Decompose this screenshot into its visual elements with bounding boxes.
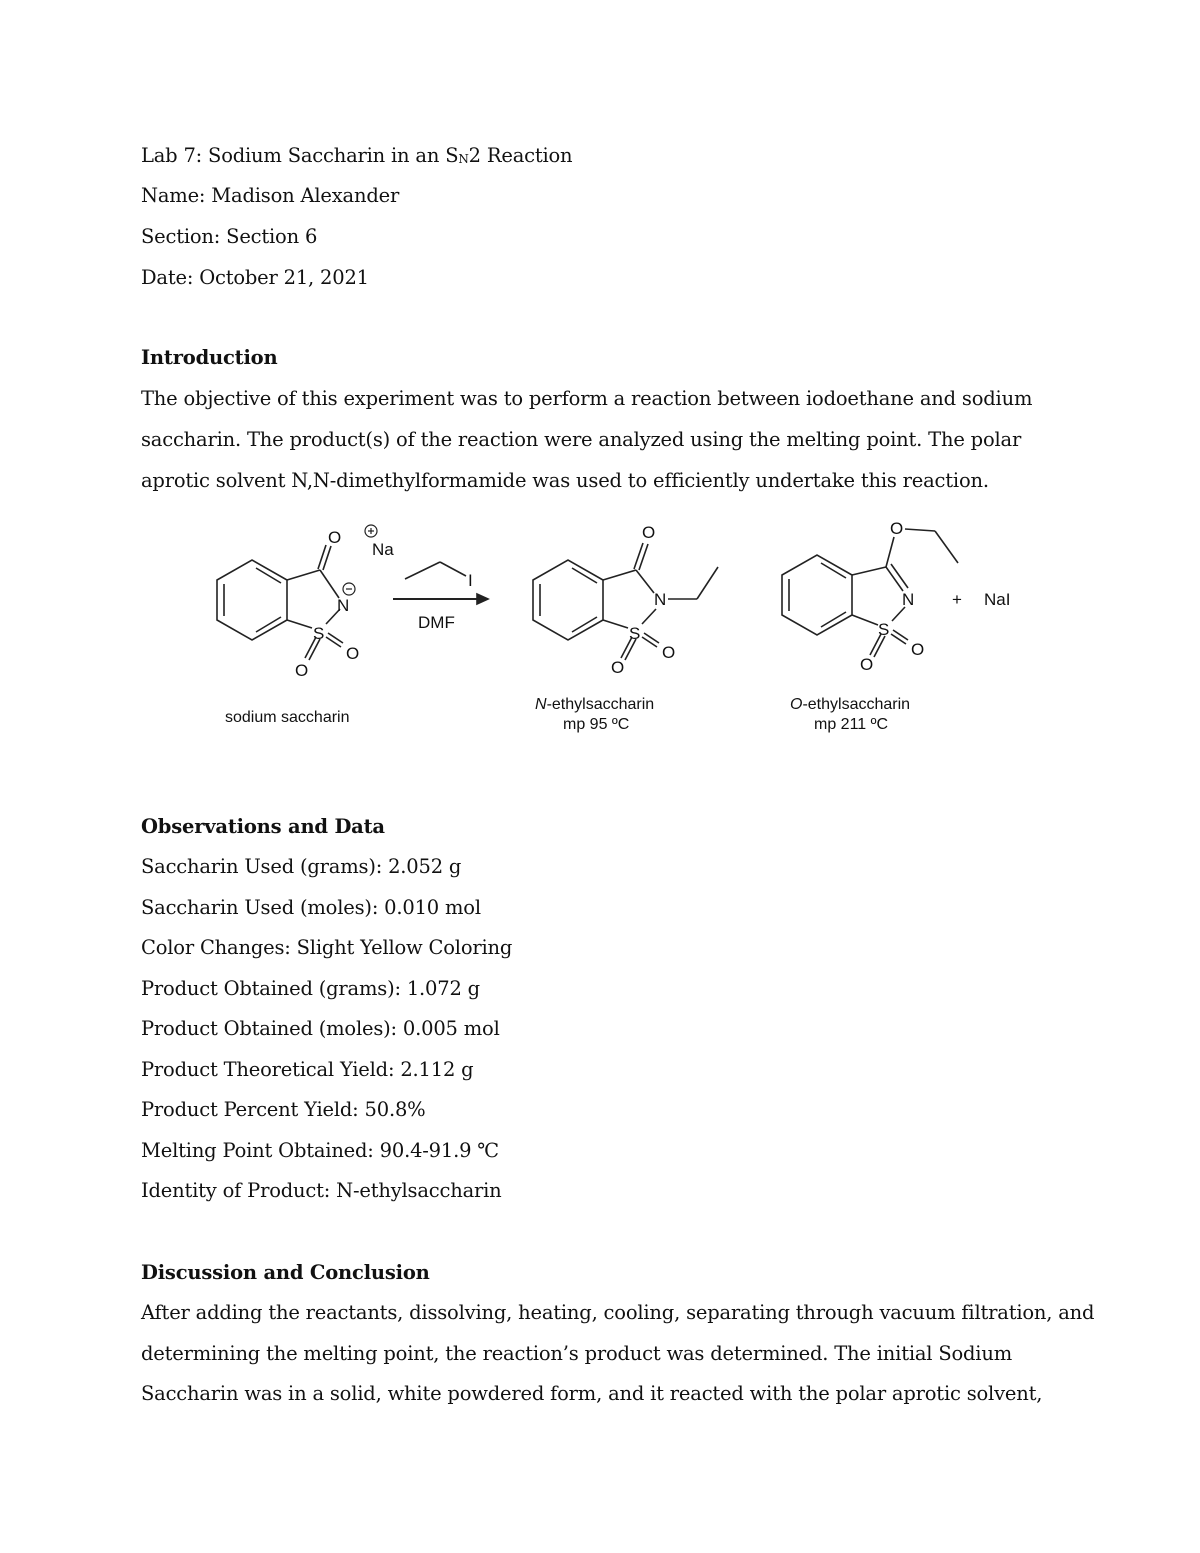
iodoethane-structure (405, 562, 466, 579)
plus-sign: + (952, 590, 962, 609)
section-line: Section: Section 6 (141, 225, 318, 248)
discussion-heading: Discussion and Conclusion (141, 1261, 430, 1284)
title-main: Lab 7: Sodium Saccharin in an S (141, 144, 459, 167)
product2-caption (790, 696, 910, 713)
lab-title (141, 144, 572, 171)
discussion-line-1: After adding the reactants, dissolving, heating, cooling, separating through vacuum filtration, and (141, 1301, 1095, 1324)
product2-mp: mp 211 ºC (814, 716, 889, 733)
discussion-line-3: Saccharin was in a solid, white powdered form, and it reacted with the polar aprotic solvent, (141, 1382, 1043, 1405)
reaction-scheme (200, 515, 1040, 745)
n-ethylsaccharin-structure (533, 543, 718, 660)
obs-item: Melting Point Obtained: 90.4-91.9 ℃ (141, 1139, 499, 1162)
observations-heading: Observations and Data (141, 815, 385, 838)
o-ethylsaccharin-structure (782, 529, 958, 657)
atom-o-sulfonyl-bottom: O (295, 661, 309, 680)
p2-atom-o-bottom: O (860, 655, 874, 674)
nai-label: NaI (984, 590, 1011, 609)
intro-line-2: saccharin. The product(s) of the reaction were analyzed using the melting point. The polar (141, 428, 1022, 451)
reactant-caption: sodium saccharin (225, 709, 350, 726)
atom-s: S (313, 624, 325, 643)
introduction-heading: Introduction (141, 346, 278, 369)
p1-atom-s: S (629, 624, 641, 643)
product1-prefix: N (535, 696, 547, 713)
product1-name: -ethylsaccharin (546, 696, 655, 713)
obs-item: Identity of Product: N-ethylsaccharin (141, 1179, 502, 1202)
discussion-line-2: determining the melting point, the reaction’s product was determined. The initial Sodium (141, 1342, 1012, 1365)
obs-item: Saccharin Used (moles): 0.010 mol (141, 896, 481, 919)
intro-line-1: The objective of this experiment was to perform a reaction between iodoethane and sodium (141, 387, 1033, 410)
product1-caption (535, 696, 654, 713)
obs-item: Product Obtained (grams): 1.072 g (141, 977, 480, 1000)
atom-o-sulfonyl-right: O (346, 644, 360, 663)
date-line: Date: October 21, 2021 (141, 266, 369, 289)
p2-atom-s: S (878, 620, 890, 639)
obs-item: Product Theoretical Yield: 2.112 g (141, 1058, 474, 1081)
intro-line-3: aprotic solvent N,N-dimethylformamide was used to efficiently undertake this reaction. (141, 469, 989, 492)
p1-atom-n: N (654, 590, 667, 609)
product1-mp: mp 95 ºC (563, 716, 630, 733)
iodine-label: I (468, 571, 473, 590)
product2-name: -ethylsaccharin (802, 696, 911, 713)
product2-prefix: O (790, 696, 803, 713)
student-name: Name: Madison Alexander (141, 184, 400, 207)
sodium-saccharin-structure (217, 525, 377, 660)
title-rest: 2 Reaction (468, 144, 573, 167)
obs-item: Saccharin Used (grams): 2.052 g (141, 855, 462, 878)
p1-atom-o-bottom: O (611, 658, 625, 677)
obs-item: Product Percent Yield: 50.8% (141, 1098, 426, 1121)
obs-item: Color Changes: Slight Yellow Coloring (141, 936, 513, 959)
sodium-ion-label: Na (372, 540, 394, 559)
p2-atom-o-ether: O (890, 519, 904, 538)
p1-atom-o-carbonyl: O (642, 523, 656, 542)
obs-item: Product Obtained (moles): 0.005 mol (141, 1017, 500, 1040)
atom-n: N (337, 596, 350, 615)
dmf-label: DMF (418, 613, 455, 632)
title-subscript: N (458, 152, 469, 166)
p2-atom-o-right: O (911, 640, 925, 659)
p2-atom-n: N (902, 590, 915, 609)
atom-o-carbonyl: O (328, 528, 342, 547)
p1-atom-o-right: O (662, 643, 676, 662)
